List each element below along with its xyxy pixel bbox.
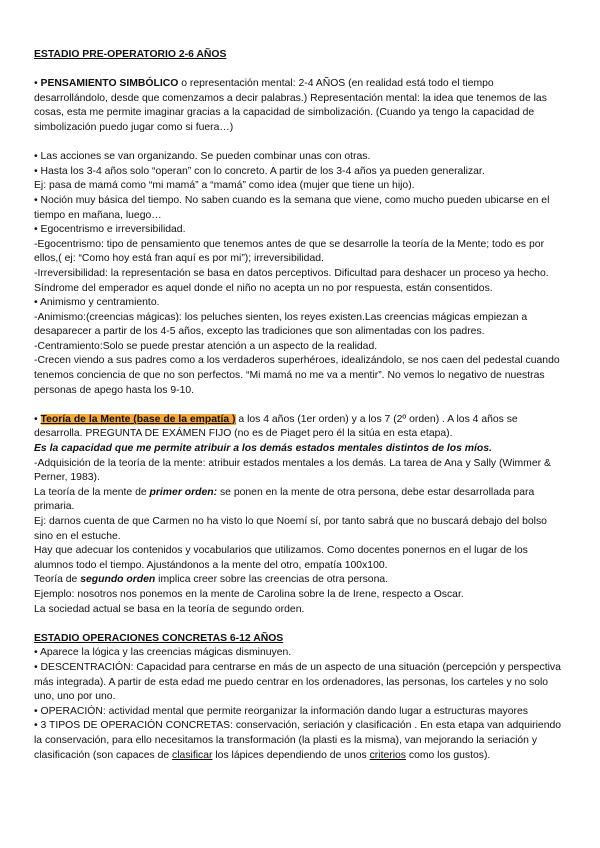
text-line: • Aparece la lógica y las creencias mágicas disminuyen.: [34, 647, 292, 659]
definition-italic: Es la capacidad que me permite atribuir a los demás estados mentales distintos de los míos.: [34, 443, 492, 455]
text-line: • Animismo y centramiento.: [34, 297, 160, 309]
text-line: Hay que adecuar los contenidos y vocabularios que utilizamos. Como docentes ponernos en el lugar de los alumnos todo el tiempo. Ajustándonos a la mente del otro, empatía 100x100.: [34, 545, 528, 571]
text-line: Ejemplo: nosotros nos ponemos en la mente de Carolina sobre la de Irene, respecto a Oscar.: [34, 588, 464, 600]
text-line: -Centramiento:Solo se puede prestar atención a un aspecto de la realidad.: [34, 340, 378, 352]
text-line: -Animismo:(creencias mágicas): los peluches sienten, los reyes existen.Las creencias mágicas empiezan a desaparecer a partir de los 4-5 años, excepto las tradiciones que son alimentadas con los padres.: [34, 311, 528, 338]
text-line: Ej: darnos cuenta de que Carmen no ha visto lo que Noemí sí, por tanto sabrá que no buscará debajo del bolso sino en el estuche.: [34, 516, 547, 542]
paragraph-primer-orden: La teoría de la mente de primer orden: se ponen en la mente de otra persona, debe estar desarrollada para primaria.: [34, 486, 535, 513]
term-primer-orden: primer orden:: [149, 486, 218, 498]
highlighted-term-teoria-mente: Teoría de la Mente (base de la empatía ): [40, 413, 236, 425]
paragraph-teoria-mente: • Teoría de la Mente (base de la empatía ) a los 4 años (1er orden) y a los 7 (2º orden) . A los 4 años se desarrolla. PREGUNTA DE EXÁMEN FIJO (no es de Piaget pero él la sitúa en esta etapa).: [34, 413, 518, 440]
paragraph-segundo-orden: Teoría de segundo orden implica creer sobre las creencias de otra persona.: [34, 574, 389, 586]
text-line: • DESCENTRACIÓN: Capacidad para centrarse en más de un aspecto de una situación (percepción y perspectiva más integrada). A partir de esta edad me puedo centrar en los ordenadores, las personas, los carteles y no solo uno, uno por uno.: [34, 661, 561, 703]
text-line: -Crecen viendo a sus padres como a los verdaderos superhéroes, idealizándolo, se nos caen del pedestal cuando tenemos conciencia de que no son perfectos. “Mi mamá no me va a mentir”. No vemos lo negativo de nuestras personas de apego hasta los 9-10.: [34, 355, 560, 396]
text-line: La sociedad actual se basa en la teoría de segundo orden.: [34, 603, 305, 615]
underlined-word: clasificar: [172, 749, 213, 761]
text-line: • OPERACIÓN: actividad mental que permite reorganizar la información dando lugar a estructuras mayores: [34, 705, 528, 717]
text-line: -Egocentrismo: tipo de pensamiento que tenemos antes de que se desarrolle la teoría de la Mente; todo es por ellos,( ej: “Como hoy está fran aquí es por mi”); irreversibilidad.: [34, 238, 545, 265]
text-line: • Hasta los 3-4 años solo “operan” con lo concreto. A partir de los 3-4 años ya pueden generalizar.: [34, 165, 485, 177]
section-heading-preoperatorio: ESTADIO PRE-OPERATORIO 2-6 AÑOS: [34, 49, 227, 60]
document-page: [34, 48, 568, 763]
text-line: -Irreversibilidad: la representación se basa en datos perceptivos. Dificultad para deshacer un proceso ya hecho.: [34, 267, 549, 279]
paragraph-tipos-operacion: • 3 TIPOS DE OPERACIÓN CONCRETAS: conservación, seriación y clasificación . En esta etapa van adquiriendo la conservación, para ello necesitamos la transformación (la plasti es la misma), van mejorando la seriación y clasificación (son capaces de clasificar los lápices dependiendo de unos criterios como los gustos).: [34, 720, 562, 761]
text-line: Ej: pasa de mamá como “mi mamá” a “mamá” como idea (mujer que tiene un hijo).: [34, 180, 415, 192]
text-line: • Egocentrismo e irreversibilidad.: [34, 224, 186, 236]
text-line: • Noción muy básica del tiempo. No saben cuando es la semana que viene, como mucho pueden ubicarse en el tiempo en mañana, luego…: [34, 194, 550, 221]
term-pensamiento-simbolico: PENSAMIENTO SIMBÓLICO: [40, 78, 179, 90]
text-line: Síndrome del emperador es aquel donde el niño no acepta un no por respuesta, están consentidos.: [34, 282, 493, 294]
underlined-word: criterios: [369, 749, 406, 761]
paragraph-pensamiento-simbolico: • PENSAMIENTO SIMBÓLICO o representación mental: 2-4 AÑOS (en realidad está todo el tiempo desarrollándolo, desde que comenzamos a decir palabras.) Representación mental: la idea que tenemos de las cosas, esta me permite imaginar gracias a la capacidad de simbolización. (Cuando ya tengo la capacidad de simbolización puedo jugar como si fuera…): [34, 78, 547, 133]
text-line: • Las acciones se van organizando. Se pueden combinar unas con otras.: [34, 151, 371, 163]
section-heading-operaciones-concretas: ESTADIO OPERACIONES CONCRETAS 6-12 AÑOS: [34, 632, 284, 644]
term-segundo-orden: segundo orden: [80, 574, 156, 586]
text-line: -Adquisición de la teoría de la mente: atribuir estados mentales a los demás. La tarea de Ana y Sally (Wimmer & Perner, 1983).: [34, 457, 551, 484]
